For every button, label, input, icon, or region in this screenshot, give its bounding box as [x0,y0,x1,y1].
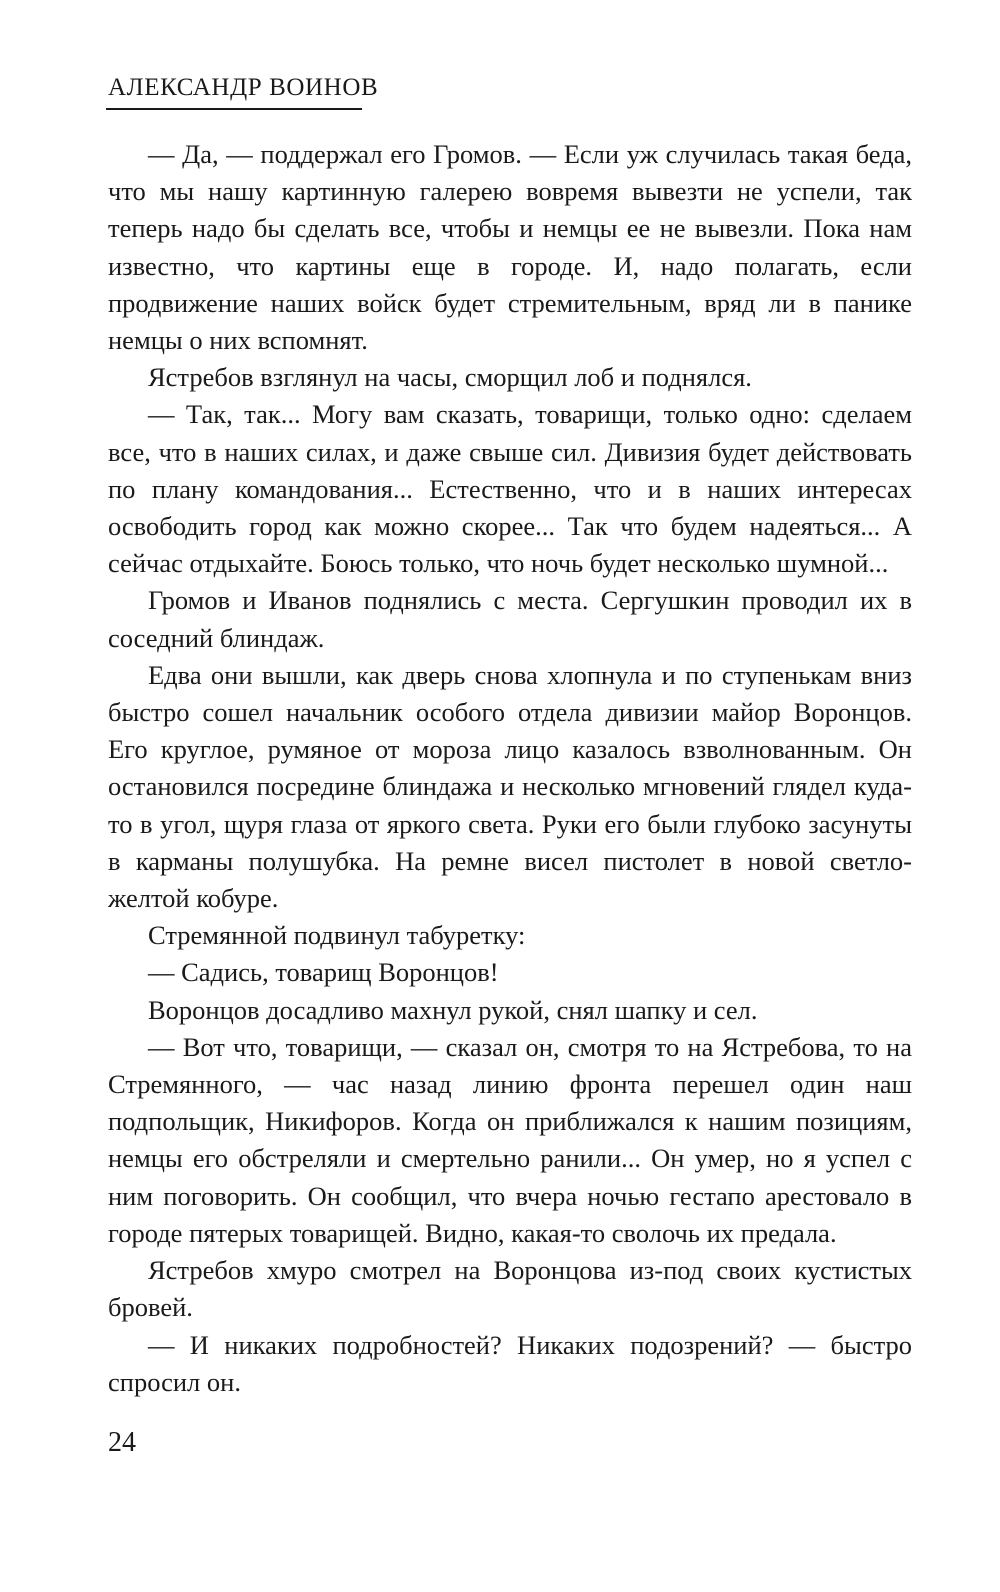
paragraph: Едва они вышли, как дверь снова хлопнула и по ступенькам вниз быстро сошел начальник особого отдела дивизии майор Воронцов. Его круглое, румяное от мороза лицо казалось взволнованным. Он остановился посредине блиндажа и несколько мгновений глядел куда-то в угол, щуря глаза от яркого света. Руки его были глубоко засунуты в карманы полушубка. На ремне висел пистолет в новой светло-желтой кобуре. [108,659,912,914]
paragraph: Громов и Иванов поднялись с места. Сергушкин проводил их в соседний блиндаж. [108,585,912,653]
paragraph: Стремянной подвинул табуретку: [148,920,526,951]
paragraph: Ястребов хмуро смотрел на Воронцова из-под своих кустистых бровей. [108,1255,912,1323]
body-text [108,136,912,1401]
paragraph: — Вот что, товарищи, — сказал он, смотря то на Ястребова, то на Стремянного, — час назад линию фронта перешел один наш подпольщик, Никифоров. Когда он приближался к нашим позициям, немцы его обстреляли и смертельно ранили... Он умер, но я успел с ним поговорить. Он сообщил, что вчера ночью гестапо арестовало в городе пятерых товарищей. Видно, какая-то сволочь их предала. [108,1031,912,1248]
paragraph: — И никаких подробностей? Никаких подозрений? — быстро спросил он. [108,1329,912,1397]
paragraph: Воронцов досадливо махнул рукой, снял шапку и сел. [148,994,758,1025]
paragraph: — Садись, товарищ Воронцов! [148,957,499,988]
paragraph: — Да, — поддержал его Громов. — Если уж случилась такая беда, что мы нашу картинную галерею вовремя вывезти не успели, так теперь надо бы сделать все, чтобы и немцы ее не вывезли. Пока нам известно, что картины еще в городе. И, надо полагать, если продвижение наших войск будет стремительным, вряд ли в панике немцы о них вспомнят. [108,139,912,356]
page-number: 24 [108,1427,136,1458]
paragraph: — Так, так... Могу вам сказать, товарищи, только одно: сделаем все, что в наших силах, и даже свыше сил. Дивизия будет действовать по плану командования... Естественно, что и в наших интересах освободить город как можно скорее... Так что будем надеяться... А сейчас отдыхайте. Боюсь только, что ночь будет несколько шумной... [108,399,912,579]
header-rule [106,108,362,110]
running-head-author: АЛЕКСАНДР ВОИНОВ [108,74,379,101]
paragraph: Ястребов взглянул на часы, сморщил лоб и поднялся. [148,362,752,393]
